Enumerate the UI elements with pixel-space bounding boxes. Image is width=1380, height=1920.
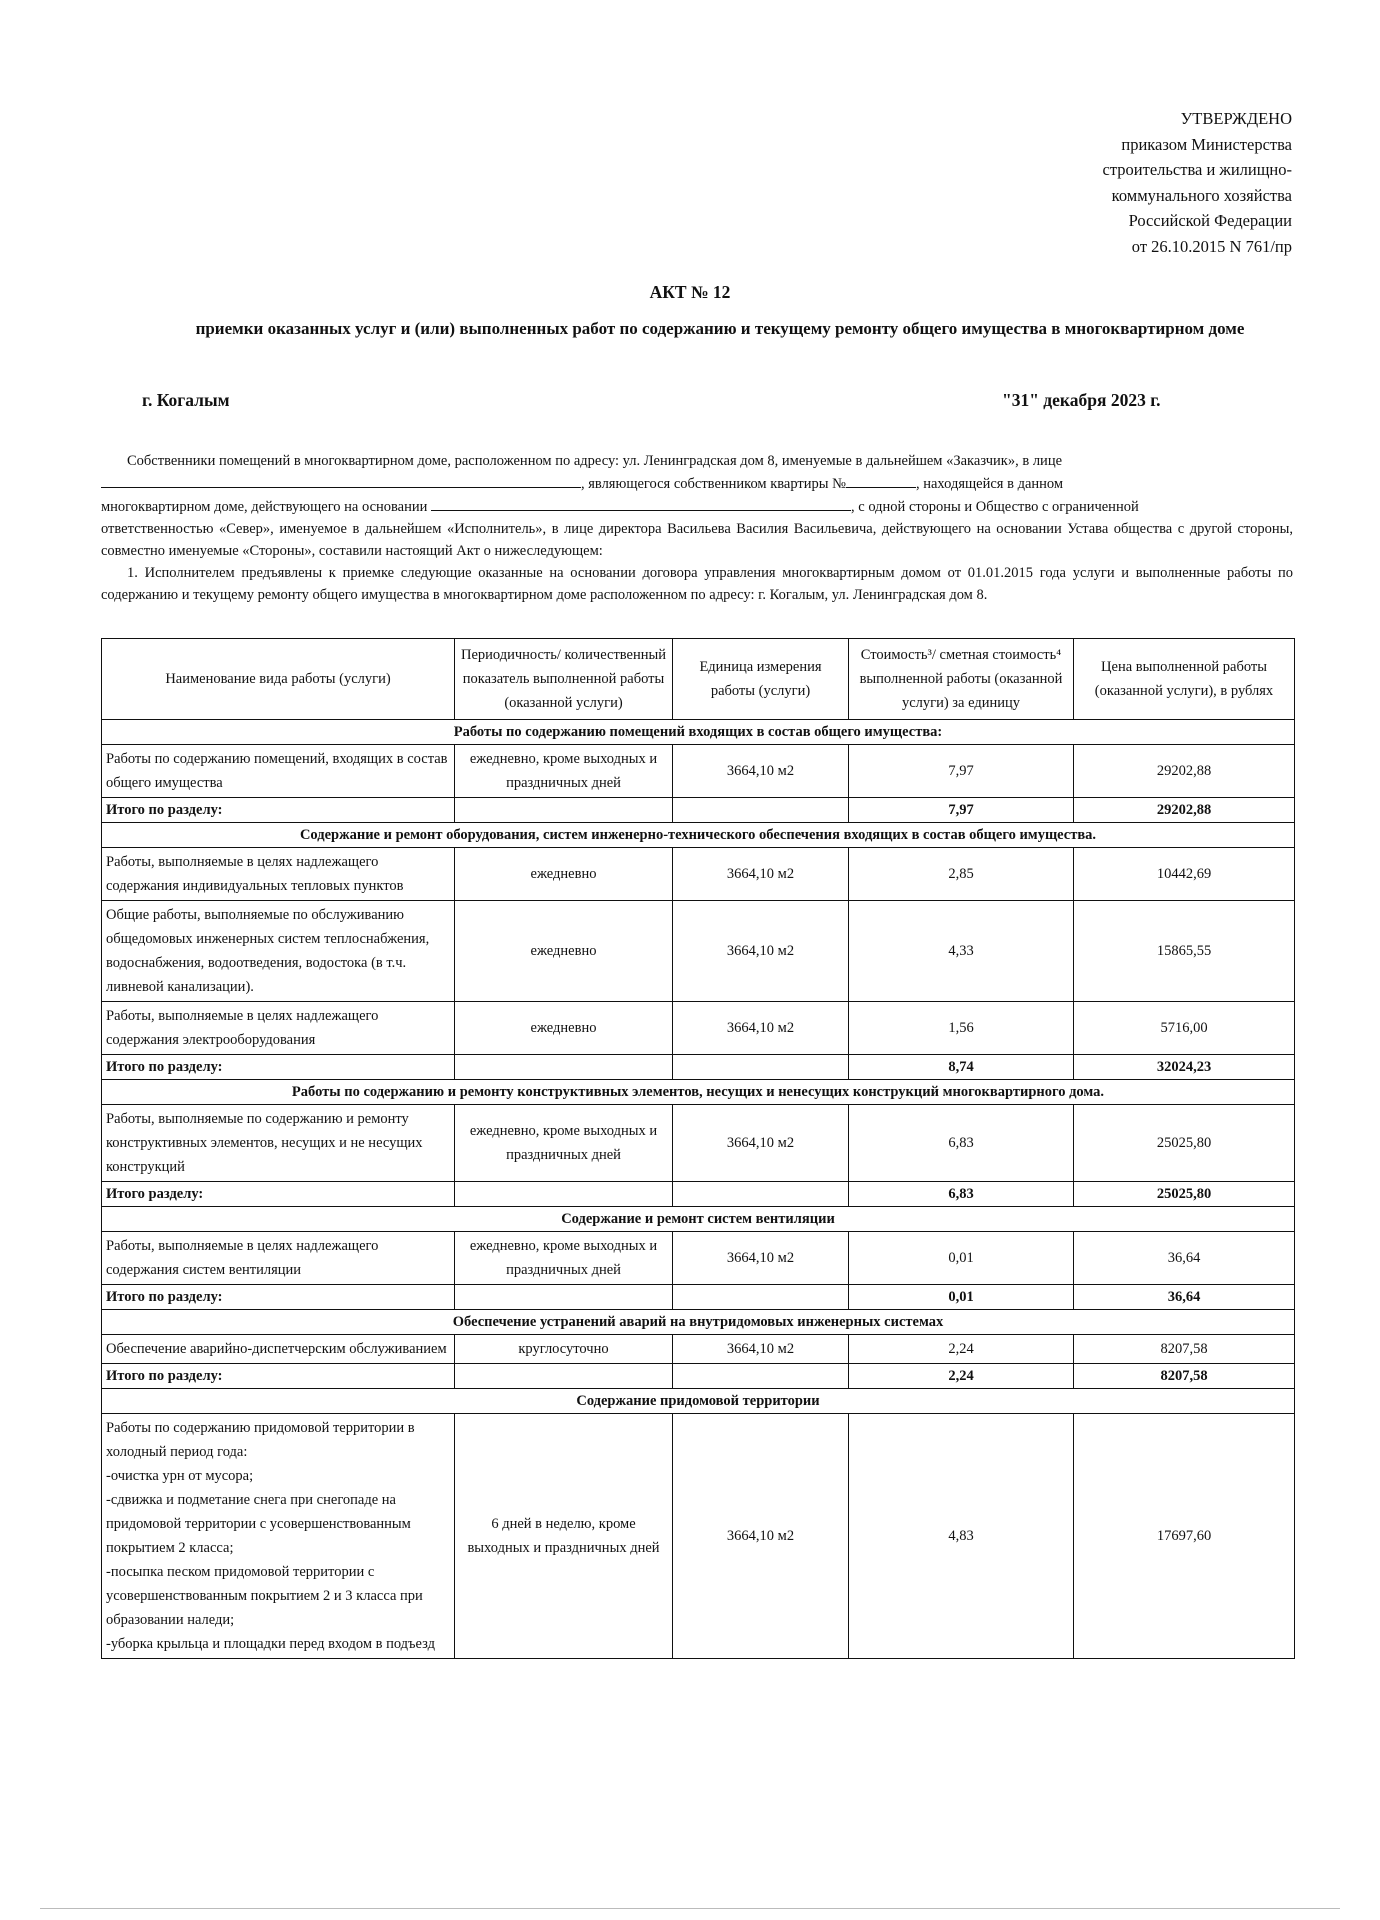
work-name-line: -сдвижка и подметание снега при снегопаде на придомовой территории с усовершенствованным покрытием 2 класса; — [106, 1492, 411, 1556]
total-row — [102, 1055, 1295, 1080]
document-subtitle: приемки оказанных услуг и (или) выполненных работ по содержанию и текущему ремонту общего имущества в многоквартирном доме — [195, 319, 1245, 338]
work-cost: 0,01 — [849, 1232, 1074, 1285]
intro-text-segment: многоквартирном доме, действующего на основании — [101, 499, 428, 515]
empty-cell — [673, 1364, 849, 1389]
total-row — [102, 1285, 1295, 1310]
intro-text — [101, 450, 1293, 606]
approval-line: коммунального хозяйства — [1111, 185, 1292, 205]
work-periodicity: 6 дней в неделю, кроме выходных и праздничных дней — [455, 1414, 673, 1659]
header-cost: Стоимость³/ сметная стоимость⁴ выполненной работы (оказанной услуги) за единицу — [849, 639, 1074, 720]
work-periodicity: круглосуточно — [455, 1335, 673, 1364]
intro-paragraph-2: 1. Исполнителем предъявлены к приемке следующие оказанные на основании договора управления многоквартирным домом от 01.01.2015 года услуги и выполненные работы по содержанию и текущему ремонту общего имущества в многоквартирном доме расположенном по адресу: г. Когалым, ул. Ленинградская дом 8. — [101, 565, 1293, 603]
section-row — [102, 1310, 1295, 1335]
document-date: "31" декабря 2023 г. — [1002, 390, 1161, 410]
total-price: 25025,80 — [1074, 1182, 1295, 1207]
work-name — [102, 1414, 455, 1659]
intro-text-segment: , с одной стороны и Общество с ограниченной — [851, 499, 1139, 515]
approval-stamp — [1032, 106, 1292, 259]
total-price: 8207,58 — [1074, 1364, 1295, 1389]
total-price: 32024,23 — [1074, 1055, 1295, 1080]
work-name: Работы, выполняемые в целях надлежащего содержания индивидуальных тепловых пунктов — [102, 848, 455, 901]
work-price: 36,64 — [1074, 1232, 1295, 1285]
approval-line: Российской Федерации — [1128, 211, 1292, 230]
section-title: Содержание и ремонт оборудования, систем инженерно-технического обеспечения входящих в состав общего имущества. — [102, 823, 1295, 848]
table-row — [102, 901, 1295, 1002]
table-row — [102, 1335, 1295, 1364]
empty-cell — [455, 1364, 673, 1389]
section-row — [102, 1080, 1295, 1105]
approval-line: УТВЕРЖДЕНО — [1180, 109, 1292, 128]
header-periodicity: Периодичность/ количественный показатель выполненной работы (оказанной услуги) — [455, 639, 673, 720]
work-name-line: -очистка урн от мусора; — [106, 1468, 254, 1484]
work-periodicity: ежедневно — [455, 1002, 673, 1055]
work-periodicity: ежедневно — [455, 848, 673, 901]
section-row — [102, 1389, 1295, 1414]
work-unit: 3664,10 м2 — [673, 1105, 849, 1182]
empty-cell — [455, 1285, 673, 1310]
work-name: Общие работы, выполняемые по обслуживанию общедомовых инженерных систем теплоснабжения, водоснабжения, водоотведения, водостока (в т.ч. ливневой канализации). — [102, 901, 455, 1002]
work-unit: 3664,10 м2 — [673, 1232, 849, 1285]
empty-cell — [455, 798, 673, 823]
blank-field[interactable] — [846, 472, 916, 488]
table-row — [102, 1002, 1295, 1055]
work-price: 25025,80 — [1074, 1105, 1295, 1182]
blank-field[interactable] — [101, 472, 581, 488]
work-cost: 4,33 — [849, 901, 1074, 1002]
work-price: 10442,69 — [1074, 848, 1295, 901]
table-row — [102, 848, 1295, 901]
intro-line-2 — [101, 472, 1293, 495]
intro-line-1: Собственники помещений в многоквартирном доме, расположенном по адресу: ул. Ленинградская дом 8, именуемые в дальнейшем «Заказчик», в лице — [127, 453, 1063, 469]
total-row — [102, 798, 1295, 823]
empty-cell — [673, 798, 849, 823]
work-periodicity: ежедневно, кроме выходных и праздничных дней — [455, 1105, 673, 1182]
work-name-line: -посыпка песком придомовой территории с усовершенствованным покрытием 2 и 3 класса при образовании наледи; — [106, 1564, 423, 1628]
empty-cell — [455, 1182, 673, 1207]
scan-edge-line — [40, 1908, 1340, 1909]
intro-line-3 — [101, 495, 1293, 518]
approval-line: от 26.10.2015 N 761/пр — [1131, 236, 1292, 256]
empty-cell — [673, 1285, 849, 1310]
work-name-line: -уборка крыльца и площадки перед входом в подъезд — [106, 1636, 436, 1652]
total-label: Итого разделу: — [102, 1182, 455, 1207]
total-row — [102, 1182, 1295, 1207]
approval-line: приказом Министерства — [1121, 134, 1292, 154]
section-title: Работы по содержанию помещений входящих в состав общего имущества: — [102, 720, 1295, 745]
work-price: 29202,88 — [1074, 745, 1295, 798]
work-name-line: Работы по содержанию придомовой территории в холодный период года: — [106, 1420, 415, 1460]
section-row — [102, 1207, 1295, 1232]
header-name: Наименование вида работы (услуги) — [102, 639, 455, 720]
section-title: Содержание придомовой территории — [102, 1389, 1295, 1414]
total-label: Итого по разделу: — [102, 1364, 455, 1389]
document-title: АКТ № 12 — [649, 282, 731, 302]
work-name: Обеспечение аварийно-диспетчерским обслуживанием — [102, 1335, 455, 1364]
work-name: Работы, выполняемые по содержанию и ремонту конструктивных элементов, несущих и не несущих конструкций — [102, 1105, 455, 1182]
table-row — [102, 1105, 1295, 1182]
total-cost: 7,97 — [849, 798, 1074, 823]
work-price: 15865,55 — [1074, 901, 1295, 1002]
total-cost: 8,74 — [849, 1055, 1074, 1080]
section-title: Работы по содержанию и ремонту конструктивных элементов, несущих и ненесущих конструкций многоквартирного дома. — [102, 1080, 1295, 1105]
work-price: 17697,60 — [1074, 1414, 1295, 1659]
total-cost: 0,01 — [849, 1285, 1074, 1310]
empty-cell — [673, 1182, 849, 1207]
header-price: Цена выполненной работы (оказанной услуги), в рублях — [1074, 639, 1295, 720]
approval-line: строительства и жилищно- — [1102, 160, 1292, 179]
work-name: Работы по содержанию помещений, входящих в состав общего имущества — [102, 745, 455, 798]
intro-text-segment: , находящейся в данном — [915, 476, 1064, 492]
work-unit: 3664,10 м2 — [673, 901, 849, 1002]
empty-cell — [455, 1055, 673, 1080]
work-unit: 3664,10 м2 — [673, 1414, 849, 1659]
work-price: 5716,00 — [1074, 1002, 1295, 1055]
blank-field[interactable] — [431, 495, 851, 511]
work-cost: 4,83 — [849, 1414, 1074, 1659]
total-price: 36,64 — [1074, 1285, 1295, 1310]
work-unit: 3664,10 м2 — [673, 1002, 849, 1055]
total-label: Итого по разделу: — [102, 1055, 455, 1080]
work-cost: 2,24 — [849, 1335, 1074, 1364]
work-cost: 7,97 — [849, 745, 1074, 798]
work-unit: 3664,10 м2 — [673, 745, 849, 798]
total-label: Итого по разделу: — [102, 798, 455, 823]
work-periodicity: ежедневно — [455, 901, 673, 1002]
work-periodicity: ежедневно, кроме выходных и праздничных дней — [455, 745, 673, 798]
work-cost: 1,56 — [849, 1002, 1074, 1055]
work-unit: 3664,10 м2 — [673, 848, 849, 901]
table-row — [102, 745, 1295, 798]
intro-text-segment: , являющегося собственником квартиры № — [581, 476, 846, 492]
table-row — [102, 1414, 1295, 1659]
work-cost: 2,85 — [849, 848, 1074, 901]
empty-cell — [673, 1055, 849, 1080]
total-cost: 2,24 — [849, 1364, 1074, 1389]
work-periodicity: ежедневно, кроме выходных и праздничных дней — [455, 1232, 673, 1285]
section-row — [102, 823, 1295, 848]
section-title: Обеспечение устранений аварий на внутридомовых инженерных системах — [102, 1310, 1295, 1335]
works-table — [101, 638, 1295, 1659]
section-title: Содержание и ремонт систем вентиляции — [102, 1207, 1295, 1232]
section-row — [102, 720, 1295, 745]
total-cost: 6,83 — [849, 1182, 1074, 1207]
intro-line-rest: ответственностью «Север», именуемое в дальнейшем «Исполнитель», в лице директора Васильева Василия Васильевича, действующего на основании Устава общества с другой стороны, совместно именуемые «Стороны», составили настоящий Акт о нижеследующем: — [101, 521, 1293, 559]
work-cost: 6,83 — [849, 1105, 1074, 1182]
total-price: 29202,88 — [1074, 798, 1295, 823]
work-name: Работы, выполняемые в целях надлежащего содержания систем вентиляции — [102, 1232, 455, 1285]
total-label: Итого по разделу: — [102, 1285, 455, 1310]
work-name: Работы, выполняемые в целях надлежащего содержания электрооборудования — [102, 1002, 455, 1055]
header-unit: Единица измерения работы (услуги) — [673, 639, 849, 720]
work-price: 8207,58 — [1074, 1335, 1295, 1364]
total-row — [102, 1364, 1295, 1389]
document-city: г. Когалым — [142, 390, 230, 410]
work-unit: 3664,10 м2 — [673, 1335, 849, 1364]
table-header-row — [102, 639, 1295, 720]
table-row — [102, 1232, 1295, 1285]
